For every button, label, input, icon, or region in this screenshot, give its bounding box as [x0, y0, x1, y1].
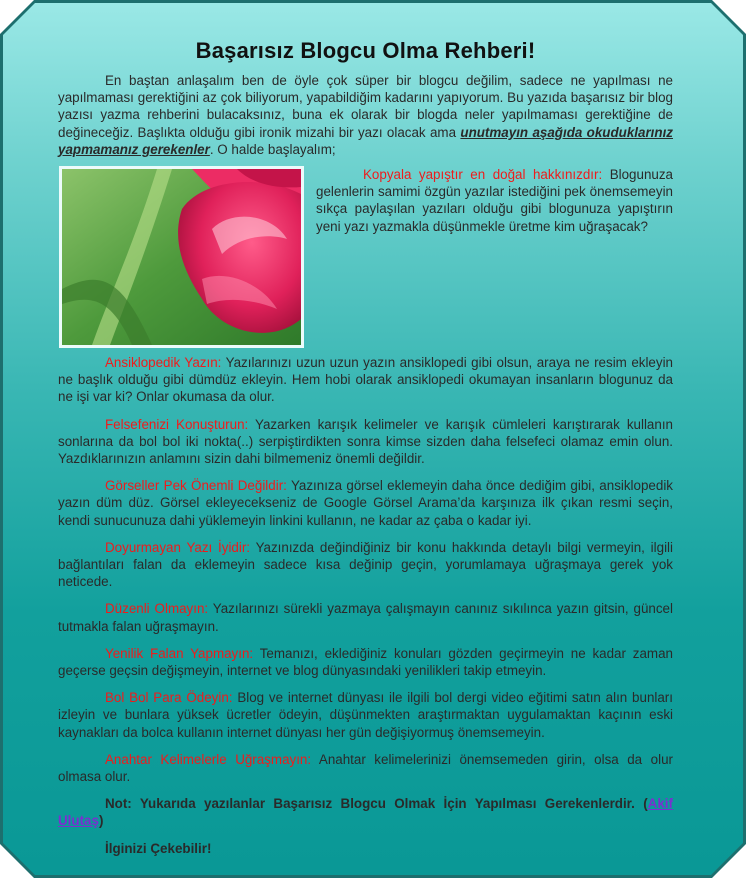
page-title: Başarısız Blogcu Olma Rehberi!	[195, 38, 536, 63]
article	[58, 38, 673, 867]
intro-emphasis: unutmayın aşağıda okuduklarınız yapmamanız gerekenler	[58, 124, 673, 157]
tip-body: Blogunuza gelenlerin samimi özgün yazılar istediğini pek önemsemeyin sıkça paylaşılan yazıları olduğu gibi blogunuza yapıştırın yeni yazı yazmakla düşünmekle üretme kim uğraşacak?	[316, 167, 673, 234]
note-text: Not: Yukarıda yazılanlar Başarısız Blogcu Olmak İçin Yapılması Gerekenlerdir.	[105, 796, 635, 812]
tip-heading: Bol Bol Para Ödeyin:	[105, 690, 233, 706]
tip-paragraph	[58, 751, 673, 785]
tip-body: Temanızı, eklediğiniz konuları gözden geçirmeyin ne kadar zaman geçerse geçsin değişmeyin, internet ve blog dünyasındaki yenilikleri takip etmeyin.	[58, 645, 673, 679]
tip-paragraph	[58, 539, 673, 591]
note-paren-close: )	[98, 813, 104, 829]
intro-text-after: . O halde başlayalım;	[209, 141, 336, 157]
tip-heading: Kopyala yapıştır en doğal hakkınızdır:	[363, 167, 603, 183]
tip-body: Yazarken karışık kelimeler ve karışık cümleleri karıştırarak kullanın sonlarına da bol bol iki nokta(..) serpiştirdikten sonra kimse sizden daha felsefeci olamaz emin olun. Yazdıklarınızın anlamını sizin dahi bilmemeniz önemli değildir.	[58, 416, 673, 467]
tip-heading: Doyurmayan Yazı İyidir:	[105, 539, 251, 555]
tip-heading: Yenilik Falan Yapmayın:	[105, 645, 254, 661]
tip-paragraph	[58, 354, 673, 406]
tip-heading: Anahtar Kelimelerle Uğraşmayın:	[105, 751, 312, 767]
tip-body: Anahtar kelimelerinizi önemsemeden girin, olsa da olur olmasa olur.	[58, 751, 673, 785]
tip-body: Blog ve internet dünyası ile ilgili bol dergi video eğitimi satın alın bunları izleyin ve bunlara yüksek ücretler ödeyin, düşünmekten araştırmaktan uygulamaktan kaçının eski kaynakları da bolca kullanın internet dünyası her gün değişiyormuş önemsemeyin.	[58, 690, 673, 740]
tip-heading: Ansiklopedik Yazın:	[105, 355, 222, 371]
author-link[interactable]: Akif Ulutaş	[58, 796, 673, 829]
tip-heading: Felsefenizi Konuşturun:	[105, 416, 249, 432]
rose-photo-icon	[59, 166, 304, 348]
tip-paragraph	[58, 645, 673, 679]
tip-paragraph	[58, 416, 673, 468]
tip-body: Yazınızda değindiğiniz bir konu hakkında detaylı bilgi vermeyin, ilgili bağlantıları falan da eklemeyin sadece kısa değinip geçin, yorumlamaya uğraşmaya gerek yok neticede.	[58, 539, 673, 590]
tip-body: Yazılarınızı uzun uzun yazın ansiklopedi gibi olsun, araya ne resim ekleyin ne başlık olduğu gibi dümdüz ekleyin. Hem hobi olarak ansiklopedi okumayan insanların blogunuz da ne işi var ki? Onlar okumasa da olur.	[58, 355, 673, 405]
note-paren-open: (	[634, 796, 648, 812]
intro-text-before: En baştan anlaşalım ben de öyle çok süper bir blogcu değilim, sadece ne yapılması ne yapılmaması gerektiğini az çok biliyorum, yapabildiğim kadarını yapıyorum. Bu yazıda başarısız bir blog yazısı yazma rehberini bulacaksınız, buna ek olarak bir blogda neler yapılmaması gerektiğine de değineceğiz. Başlıkta olduğu gibi ironik mizahi bir yazı olacak ama	[58, 73, 673, 140]
tip-heading: Düzenli Olmayın:	[105, 601, 209, 617]
tip-body: Yazınıza görsel eklemeyin daha önce dediğim gibi, ansiklopedik yazın düm düz. Görsel ekleyecekseniz de Google Görsel Arama’da karşınıza ilk çıkan resmi seçin, kendi sunucunuza dahi yüklemeyin linkini kullanın, ne kadar az çaba o kadar iyi.	[58, 478, 673, 528]
note-paragraph	[58, 795, 673, 829]
intro-paragraph	[58, 72, 673, 158]
closing-text: İlginizi Çekebilir!	[105, 840, 212, 856]
tip-paragraph	[58, 600, 673, 634]
tip-paragraph	[58, 689, 673, 741]
tip-paragraph	[58, 477, 673, 529]
tip-heading: Görseller Pek Önemli Değildir:	[105, 478, 287, 494]
tip-body: Yazılarınızı sürekli yazmaya çalışmayın canınız sıkılınca yazın gitsin, güncel tutmakla falan uğraşmayın.	[58, 601, 673, 634]
